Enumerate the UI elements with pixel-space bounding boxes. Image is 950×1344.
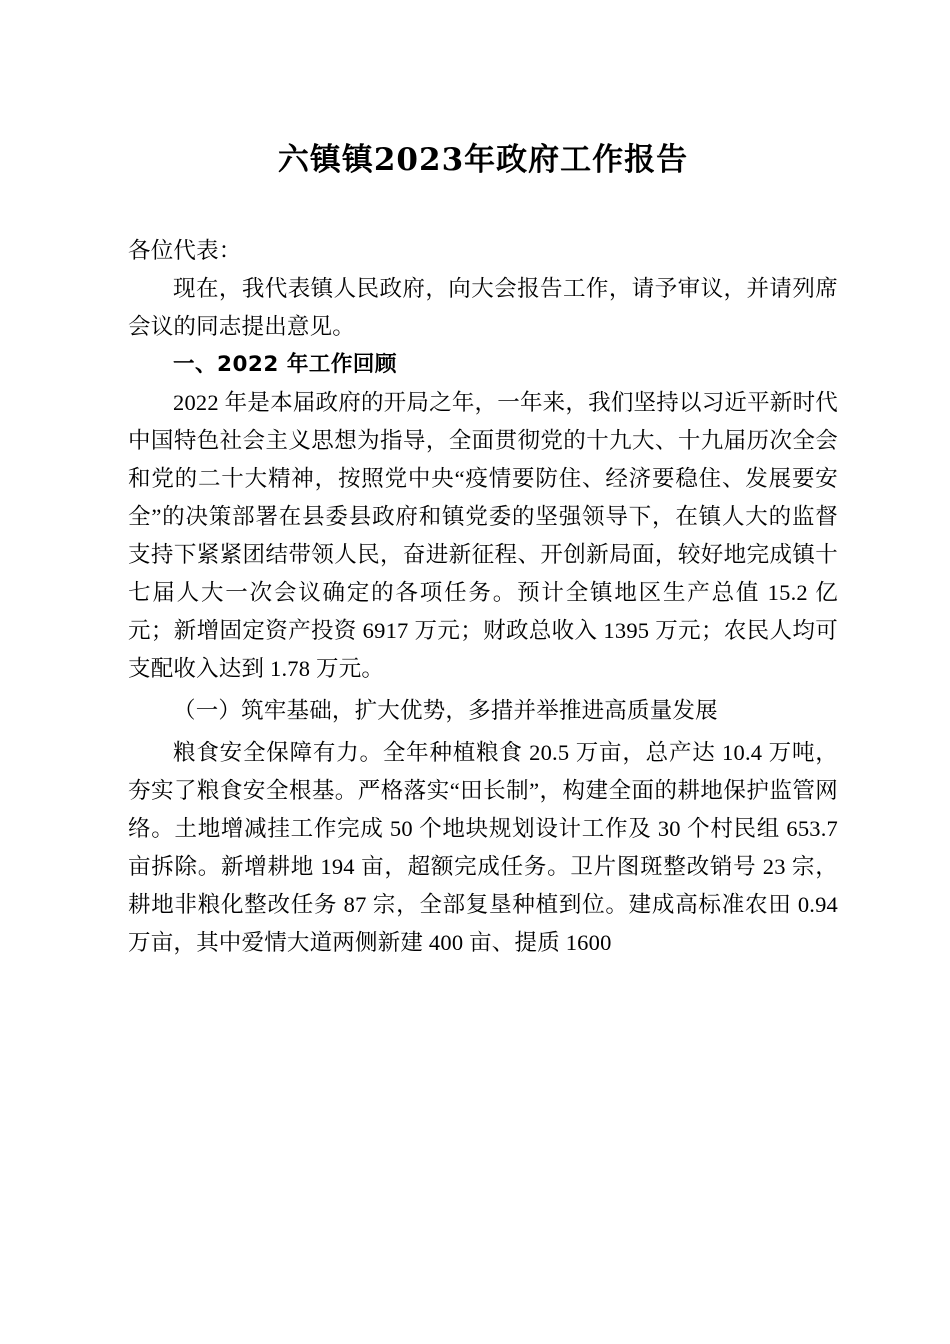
subsection-heading-1: （一）筑牢基础，扩大优势，多措并举推进高质量发展: [173, 698, 718, 724]
section-heading-1: 一、2022 年工作回顾: [173, 352, 397, 378]
subsection-1-paragraph: 粮食安全保障有力。全年种植粮食 20.5 万亩，总产达 10.4 万吨，夯实了粮食安全根基。严格落实“田长制”，构建全面的耕地保护监管网络。土地增减挂工作完成 50 个地块规划设计工作及 30 个村民组 653.7 亩拆除。新增耕地 194 亩，超额完成任务。卫片图斑整改销号 23 宗，耕地非粮化整改任务 87 宗，全部复垦种植到位。建成高标准农田 0.94 万亩，其中爱情大道两侧新建 400 亩、提质 1600: [128, 740, 838, 956]
opening-paragraph: 现在，我代表镇人民政府，向大会报告工作，请予审议，并请列席会议的同志提出意见。: [128, 276, 838, 340]
salutation-paragraph: 各位代表：: [128, 238, 242, 264]
section-1-paragraph: 2022 年是本届政府的开局之年，一年来，我们坚持以习近平新时代中国特色社会主义思想为指导，全面贯彻党的十九大、十九届历次全会和党的二十大精神，按照党中央“疫情要防住、经济要稳住、发展要安全”的决策部署在县委县政府和镇党委的坚强领导下，在镇人大的监督支持下紧紧团结带领人民，奋进新征程、开创新局面，较好地完成镇十七届人大一次会议确定的各项任务。预计全镇地区生产总值 15.2 亿元；新增固定资产投资 6917 万元；财政总收入 1395 万元；农民人均可支配收入达到 1.78 万元。: [128, 390, 838, 682]
page-title: 六镇镇2023年政府工作报告: [277, 142, 689, 178]
document-body: [128, 232, 838, 962]
